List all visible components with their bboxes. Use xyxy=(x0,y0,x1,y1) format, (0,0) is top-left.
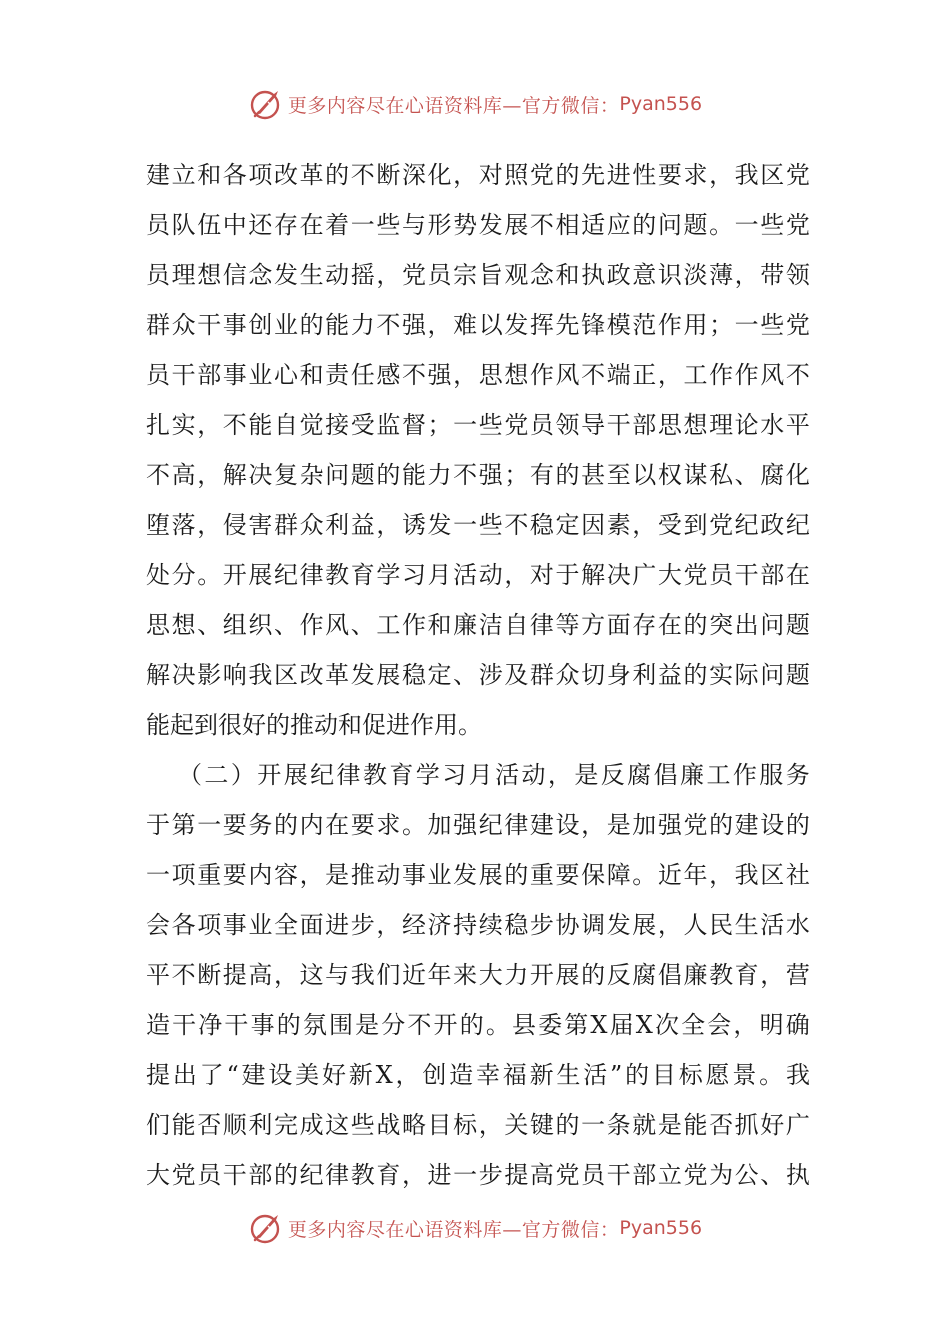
paragraph-line: 平 不 断 提 高 ， 这 与 我 们 近 年 来 大 力 开 展 的 反 腐 倡 廉 教 育 ， 营 xyxy=(146,961,810,989)
paragraph-line: 大 党 员 干 部 的 纪 律 教 育 ， 进 一 步 提 高 党 员 干 部 立 党 为 公 、 执 xyxy=(146,1161,810,1189)
watermark-text: 更多内容尽在心语资料库—官方微信： xyxy=(287,1218,620,1241)
footer-watermark xyxy=(0,1208,950,1248)
header-watermark xyxy=(0,84,950,124)
document-body xyxy=(146,150,810,1200)
paragraph-line: 能起到很好的推动和促进作用。 xyxy=(146,711,482,739)
paragraph-line: 思 想 、 组 织 、 作 风 、 工 作 和 廉 洁 自 律 等 方 面 存 在 的 突 出 问 题 xyxy=(146,611,810,639)
paragraph-line: 一 项 重 要 内 容 ， 是 推 动 事 业 发 展 的 重 要 保 障 。 近 年 ， 我 区 社 xyxy=(146,861,810,889)
paragraph-line: 员 理 想 信 念 发 生 动 摇 ， 党 员 宗 旨 观 念 和 执 政 意 识 淡 薄 ， 带 领 xyxy=(146,261,810,289)
paragraph-line: 堕 落 ， 侵 害 群 众 利 益 ， 诱 发 一 些 不 稳 定 因 素 ， 受 到 党 纪 政 纪 xyxy=(146,511,810,539)
quill-logo-icon xyxy=(248,86,284,122)
paragraph-line: 造 干 净 干 事 的 氛 围 是 分 不 开 的 。 县 委 第 X 届 X 次 全 会 ， 明 确 xyxy=(146,1011,810,1039)
paragraph-line: 员 干 部 事 业 心 和 责 任 感 不 强 ， 思 想 作 风 不 端 正 ， 工 作 作 风 不 xyxy=(146,361,810,389)
watermark-account: Pyan556 xyxy=(619,1217,703,1239)
paragraph-line: 扎 实 ， 不 能 自 觉 接 受 监 督 ； 一 些 党 员 领 导 干 部 思 想 理 论 水 平 xyxy=(146,411,810,439)
watermark-text: 更多内容尽在心语资料库—官方微信： xyxy=(287,94,620,117)
watermark-account: Pyan556 xyxy=(619,93,703,115)
paragraph-line: 群 众 干 事 创 业 的 能 力 不 强 ， 难 以 发 挥 先 锋 模 范 作 用 ； 一 些 党 xyxy=(146,311,810,339)
paragraph-line: 们 能 否 顺 利 完 成 这 些 战 略 目 标 ， 关 键 的 一 条 就 是 能 否 抓 好 广 xyxy=(146,1111,810,1139)
paragraph-line: 于 第 一 要 务 的 内 在 要 求 。 加 强 纪 律 建 设 ， 是 加 强 党 的 建 设 的 xyxy=(146,811,810,839)
paragraph-line: 建 立 和 各 项 改 革 的 不 断 深 化 ， 对 照 党 的 先 进 性 要 求 ， 我 区 党 xyxy=(146,161,810,189)
paragraph-line: 员 队 伍 中 还 存 在 着 一 些 与 形 势 发 展 不 相 适 应 的 问 题 。 一 些 党 xyxy=(146,211,810,239)
paragraph-line: （ 二 ） 开 展 纪 律 教 育 学 习 月 活 动 ， 是 反 腐 倡 廉 工 作 服 务 xyxy=(178,761,810,789)
paragraph-line: 提 出 了 “ 建 设 美 好 新 X ， 创 造 幸 福 新 生 活 ” 的 目 标 愿 景 。 我 xyxy=(146,1061,810,1089)
quill-logo-icon xyxy=(248,1210,284,1246)
paragraph-line: 不 高 ， 解 决 复 杂 问 题 的 能 力 不 强 ； 有 的 甚 至 以 权 谋 私 、 腐 化 xyxy=(146,461,810,489)
paragraph-line: 解 决 影 响 我 区 改 革 发 展 稳 定 、 涉 及 群 众 切 身 利 益 的 实 际 问 题 xyxy=(146,661,810,689)
paragraph-line: 处 分 。 开 展 纪 律 教 育 学 习 月 活 动 ， 对 于 解 决 广 大 党 员 干 部 在 xyxy=(146,561,810,589)
paragraph-line: 会 各 项 事 业 全 面 进 步 ， 经 济 持 续 稳 步 协 调 发 展 ， 人 民 生 活 水 xyxy=(146,911,810,939)
